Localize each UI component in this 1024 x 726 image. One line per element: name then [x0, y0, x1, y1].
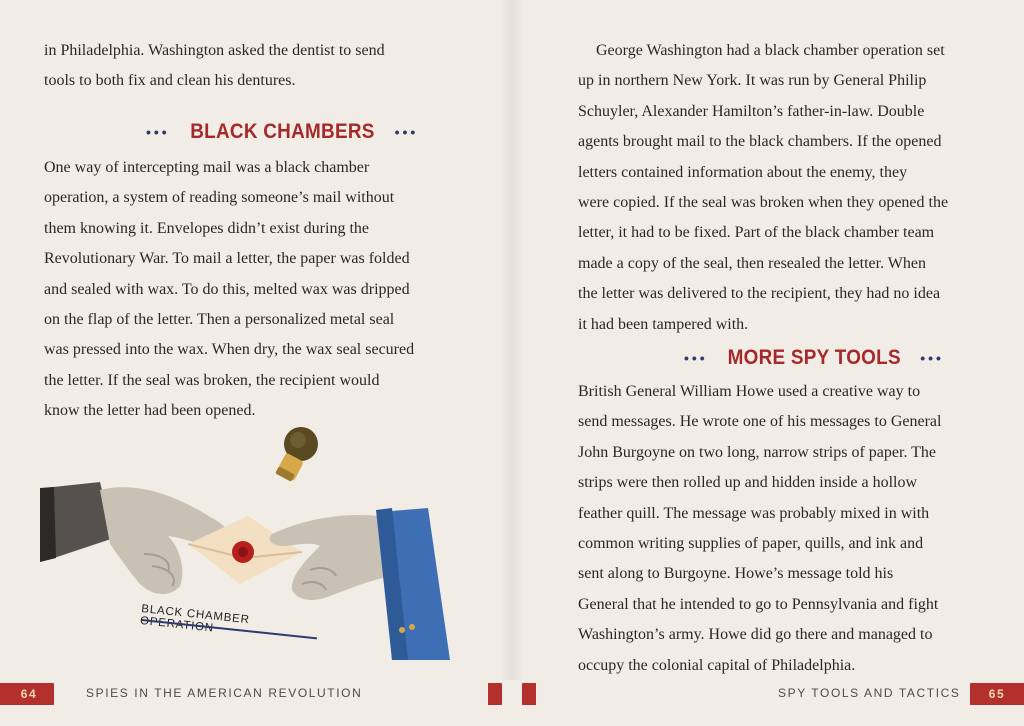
- text-line: strips were then rolled up and hidden inside a hollow: [578, 474, 918, 492]
- text-line: General that he intended to go to Pennsylvania and fight: [578, 595, 939, 613]
- text-line: occupy the colonial capital of Philadelphia.: [578, 656, 856, 674]
- washington-black-chamber-paragraph: [578, 36, 1018, 340]
- running-title-left: SPIES IN THE AMERICAN REVOLUTION: [86, 686, 363, 700]
- text-line: were copied. If the seal was broken when they opened the: [578, 194, 949, 212]
- right-sleeve: [376, 508, 450, 660]
- section-heading-black-chambers: [146, 120, 418, 144]
- more-spy-tools-paragraph: [578, 377, 1018, 681]
- section-heading-more-spy-tools: [684, 346, 944, 370]
- text-line: feather quill. The message was probably mixed in with: [578, 504, 930, 522]
- heading-text: BLACK CHAMBERS: [189, 120, 375, 143]
- text-line: the letter was delivered to the recipient, they had no idea: [578, 285, 941, 303]
- text-line: in Philadelphia. Washington asked the dentist to send: [44, 42, 385, 59]
- page-footer: [0, 683, 1024, 705]
- page-number-right: 65: [970, 683, 1024, 705]
- heading-text: MORE SPY TOOLS: [727, 346, 901, 369]
- illustration-caption: BLACK CHAMBER OPERATION: [139, 603, 251, 635]
- text-line: tools to both fix and clean his dentures.: [44, 72, 296, 90]
- text-line: send messages. He wrote one of his messages to General: [578, 413, 942, 431]
- bullet-dots-icon: •••: [920, 350, 944, 366]
- text-line: common writing supplies of paper, quills, and ink and: [578, 535, 924, 553]
- text-line: and sealed with wax. To do this, melted wax was dripped: [44, 280, 410, 298]
- text-line: British General William Howe used a creative way to: [578, 383, 921, 400]
- wax-seal-stamp-icon: [275, 427, 318, 482]
- text-line: letters contained information about the enemy, they: [578, 163, 908, 181]
- text-line: sent along to Burgoyne. Howe’s message told his: [578, 565, 894, 583]
- text-line: John Burgoyne on two long, narrow strips of paper. The: [578, 443, 937, 461]
- footer-red-marker: [488, 683, 502, 705]
- bullet-dots-icon: •••: [394, 124, 419, 140]
- text-line: was pressed into the wax. When dry, the wax seal secured: [44, 341, 415, 359]
- text-line: up in northern New York. It was run by General Philip: [578, 72, 927, 90]
- text-line: the letter. If the seal was broken, the recipient would: [44, 371, 380, 389]
- text-line: Washington’s army. Howe did go there and managed to: [578, 626, 933, 644]
- page-number-left: 64: [0, 683, 54, 705]
- right-page: [512, 0, 1024, 726]
- footer-red-marker: [522, 683, 536, 705]
- text-line: Revolutionary War. To mail a letter, the paper was folded: [44, 250, 410, 268]
- bullet-dots-icon: •••: [684, 350, 708, 366]
- text-line: know the letter had been opened.: [44, 402, 256, 420]
- text-line: them knowing it. Envelopes didn’t exist during the: [44, 219, 369, 237]
- text-line: it had been tampered with.: [578, 315, 749, 333]
- running-title-right: SPY TOOLS AND TACTICS: [778, 686, 961, 700]
- text-line: made a copy of the seal, then resealed the letter. When: [578, 254, 926, 272]
- text-line: George Washington had a black chamber operation set: [596, 42, 945, 59]
- text-line: letter, it had to be fixed. Part of the black chamber team: [578, 224, 935, 242]
- text-line: One way of intercepting mail was a black chamber: [44, 159, 370, 176]
- bullet-dots-icon: •••: [146, 124, 170, 140]
- black-chambers-paragraph: [44, 153, 484, 427]
- text-line: agents brought mail to the black chambers. If the opened: [578, 133, 942, 151]
- intro-text: [44, 36, 464, 97]
- text-line: operation, a system of reading someone’s mail without: [44, 189, 395, 207]
- text-line: on the flap of the letter. Then a personalized metal seal: [44, 311, 395, 329]
- text-line: Schuyler, Alexander Hamilton’s father-in-law. Double: [578, 102, 925, 120]
